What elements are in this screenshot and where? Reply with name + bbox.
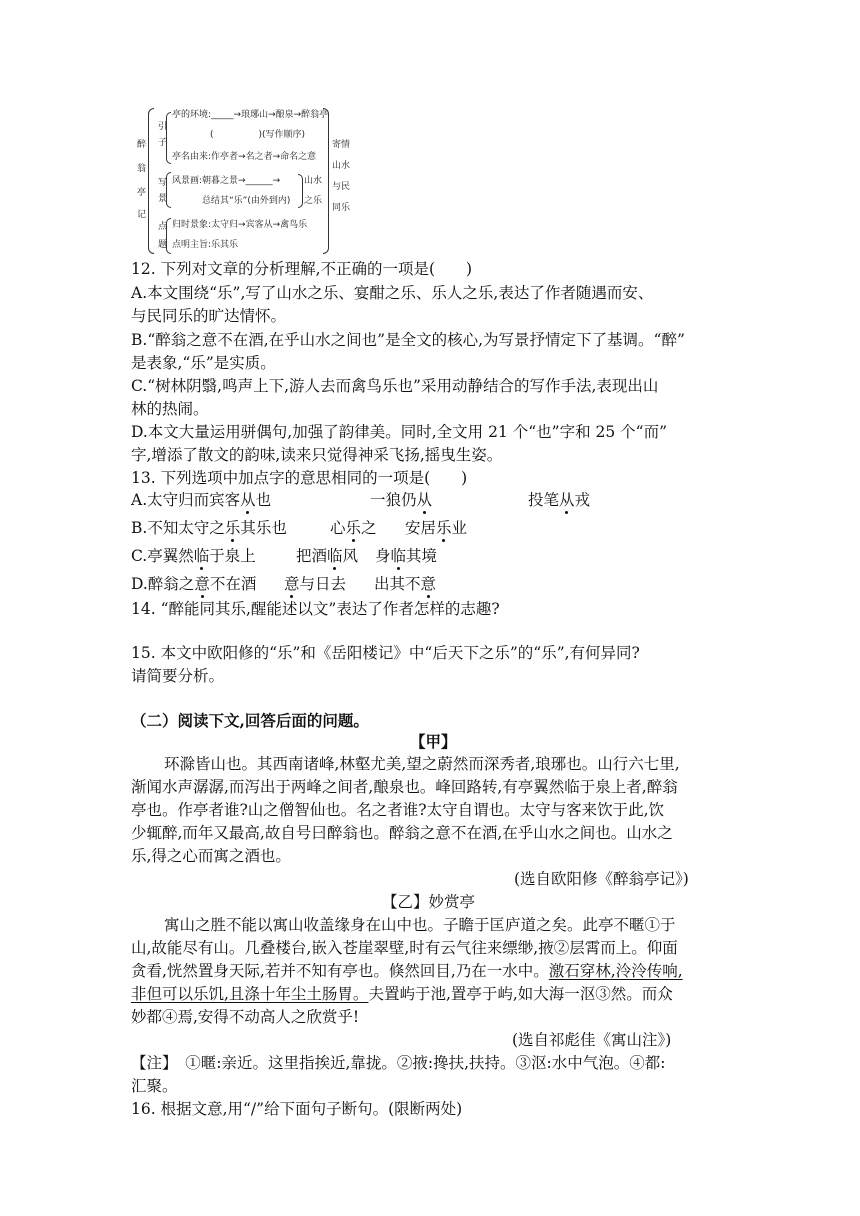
question-13: 13. 下列选项中加点字的意思相同的一项是( ) (131, 469, 468, 487)
section-2-heading: （二）阅读下文,回答后面的问题。 (131, 711, 369, 730)
question-16: 16. 根据文意,用“/”给下面句子断句。(限断两处) (131, 1100, 463, 1118)
annotation-notes-cont: 汇聚。 (131, 1077, 178, 1095)
passage-yi-title: 【乙】妙赏亭 (382, 893, 476, 911)
dotted-char: 从 (240, 491, 256, 509)
diagram-root-char: 翁 (137, 164, 147, 174)
diagram-part3-line: 归时景象:太守归→宾客从→禽鸟乐 (172, 220, 308, 230)
passage-yi-source: (选自祁彪佳《寓山注》) (512, 1031, 672, 1049)
dotted-char: 乐 (224, 519, 241, 537)
diagram-part2-bracket (166, 172, 171, 208)
diagram-root-char: 醉 (137, 140, 147, 150)
dotted-char: 临 (390, 547, 407, 565)
option-c-line: 林的热闹。 (131, 400, 209, 418)
dotted-char: 乐 (345, 519, 362, 537)
dotted-char: 从 (416, 491, 433, 509)
diagram-part1-line: 亭的环境:_____→琅琊山→酿泉→醉翁亭 (172, 110, 329, 120)
passage-jia-title: 【甲】 (410, 732, 457, 751)
option-c-line: C.“树林阴翳,鸣声上下,游人去而禽鸟乐也”采用动静结合的写作手法,表现出山 (131, 377, 659, 395)
diagram-part1-line: ( )(写作顺序) (210, 130, 306, 140)
diagram-right-text: 同乐 (332, 203, 351, 213)
question-15: 15. 本文中欧阳修的“乐”和《岳阳楼记》中“后天下之乐”的“乐”,有何异同? (131, 644, 640, 662)
option-d-line: D.本文大量运用骈偶句,加强了韵律美。同时,全文用 21 个“也”字和 25 个“而” (131, 423, 668, 441)
dotted-char: 意 (284, 575, 300, 593)
diagram-root-char: 记 (137, 210, 147, 220)
diagram-part2-label: 景 (158, 194, 168, 204)
dotted-char: 意 (194, 575, 210, 593)
diagram-part1-bracket (166, 112, 171, 164)
diagram-part3-label: 题 (158, 240, 168, 250)
diagram-part3-bracket (166, 218, 171, 254)
diagram-root-char: 亭 (137, 188, 147, 198)
diagram-part2-side: 之乐 (304, 196, 323, 206)
question-12: 12. 下列对文章的分析理解,不正确的一项是( ) (131, 260, 473, 278)
diagram-part2-line: 风景画:朝暮之景→______→ (172, 176, 281, 186)
diagram-part2-line: 总结其“乐”(由外到内) (202, 196, 291, 206)
underlined-sentence: 非但可以乐饥,且涤十年尘土肠胃。 (131, 985, 369, 1003)
option-a-line: A.本文围绕“乐”,写了山水之乐、宴酣之乐、乐人之乐,表达了作者随遇而安、 (131, 284, 654, 302)
diagram-part3-line: 点明主旨:乐其乐 (172, 240, 239, 250)
underlined-sentence: 激石穿林,泠泠传响, (548, 962, 683, 980)
diagram-part2-right-bracket (298, 174, 303, 208)
diagram-part3-label: 点 (158, 222, 168, 232)
option-d-line: 字,增添了散文的韵味,读来只觉得神采飞扬,摇曳生姿。 (131, 446, 503, 464)
dotted-char: 乐 (436, 519, 452, 537)
question-15-cont: 请简要分析。 (131, 667, 225, 685)
option-b-line: 是表象,“乐”是实质。 (131, 354, 276, 372)
diagram-part1-label: 引 (158, 122, 168, 132)
diagram-right-text: 寄情 (332, 140, 351, 150)
dotted-char: 临 (327, 547, 343, 565)
diagram-part1-line: 亭名由来:作亭者→名之者→命名之意 (172, 152, 317, 162)
option-b-line: B.“醉翁之意不在酒,在乎山水之间也”是全文的核心,为写景抒情定下了基调。“醉” (131, 331, 685, 349)
annotation-notes: 【注】 ①暱:亲近。这里指挨近,靠拢。②掖:搀扶,扶持。③沤:水中气泡。④都: (131, 1054, 666, 1072)
option-a-line: 与民同乐的旷达情怀。 (131, 307, 287, 325)
diagram-right-bracket (323, 108, 329, 254)
dotted-char: 临 (193, 547, 210, 565)
diagram-right-text: 与民 (332, 182, 351, 192)
dotted-char: 意 (420, 575, 437, 593)
dotted-char: 从 (559, 491, 575, 509)
diagram-part2-label: 写 (158, 178, 168, 188)
passage-jia-source: (选自欧阳修《醉翁亭记》) (514, 870, 689, 888)
diagram-part1-label: 子 (158, 138, 168, 148)
diagram-main-bracket (148, 108, 154, 254)
diagram-part2-side: 山水 (304, 176, 323, 186)
question-14: 14. “醉能同其乐,醒能述以文”表达了作者怎样的志趣? (131, 600, 500, 618)
diagram-right-text: 山水 (332, 161, 351, 171)
document-page: 醉 翁 亭 记 引 子 亭的环境:_____→琅琊山→酿泉→醉翁亭 ( )(写作顺序) 亭名由来:作亭者→名之者→命名之意 写 景 风景画:朝暮之景→______→ 总结其“乐”(由外到内) 山水 之乐 点 题 归时景象:太守归→宾客从→禽鸟乐 点明主旨:乐其乐 寄情 山水 与民 同乐 12. 下列对文章的分析理解,不正确的一项是( ) A.本文围绕“乐”,写了山水之乐、宴酣之乐、乐人之乐,表达了作者随遇而安、 与民同乐的旷达情怀。 B.“醉翁之意不在酒,在乎山水之间也”是全文的核心,为写景抒情定下了基调。“醉” 是表象,“乐”是实质。 C.“树林阴翳,鸣声上下,游人去而禽鸟乐也”采用动静结合的写作手法,表现出山 林的热闹。 D.本文大量运用骈偶句,加强了韵律美。同时,全文用 21 个“也”字和 25 个“而” 字,增添了散文的韵味,读来只觉得神采飞扬,摇曳生姿。 13. 下列选项中加点字的意思相同的一项是( ) A.太守归而宾客从也 一狼仍从 投笔从戎 B.不知太守之乐其乐也 心乐之 安居乐业 C.亭翼然临于泉上 把酒临风 身临其境 D.醉翁之意不在酒 意与日去 出其不意 14. “醉能同其乐,醒能述以文”表达了作者怎样的志趣? 15. 本文中欧阳修的“乐”和《岳阳楼记》中“后天下之乐”的“乐”,有何异同? 请简要分析。 （二）阅读下文,回答后面的问题。 【甲】 环滁皆山也。其西南诸峰,林壑尤美,望之蔚然而深秀者,琅琊也。山行六七里, 渐闻水声潺潺,而泻出于两峰之间者,酿泉也。峰回路转,有亭翼然临于泉上者,醉翁 亭也。作亭者谁?山之僧智仙也。名之者谁?太守自谓也。太守与客来饮于此,饮 少辄醉,而年又最高,故自号曰醉翁也。醉翁之意不在酒,在乎山水之间也。山水之 乐,得之心而寓之酒也。 (选自欧阳修《醉翁亭记》) 【乙】妙赏亭 寓山之胜不能以寓山收盖缘身在山中也。子瞻于匡庐道之矣。此亭不暱①于 山,故能尽有山。几叠楼台,嵌入苍崖翠壁,时有云气往来缥缈,掖②层霄而上。仰面 贪看,恍然置身天际,若并不知有亭也。倏然回目,乃在一水中。激石穿林,泠泠传响, 非但可以乐饥,且涤十年尘土肠胃。夫置屿于池,置亭于屿,如大海一沤③然。而众 妙都④焉,安得不动高人之欣赏乎! (选自祁彪佳《寓山注》) 【注】 ①暱:亲近。这里指挨近,靠拢。②掖:搀扶,扶持。③沤:水中气泡。④都: 汇聚。 16. 根据文意,用“/”给下面句子断句。(限断两处) (131, 110, 689, 1118)
